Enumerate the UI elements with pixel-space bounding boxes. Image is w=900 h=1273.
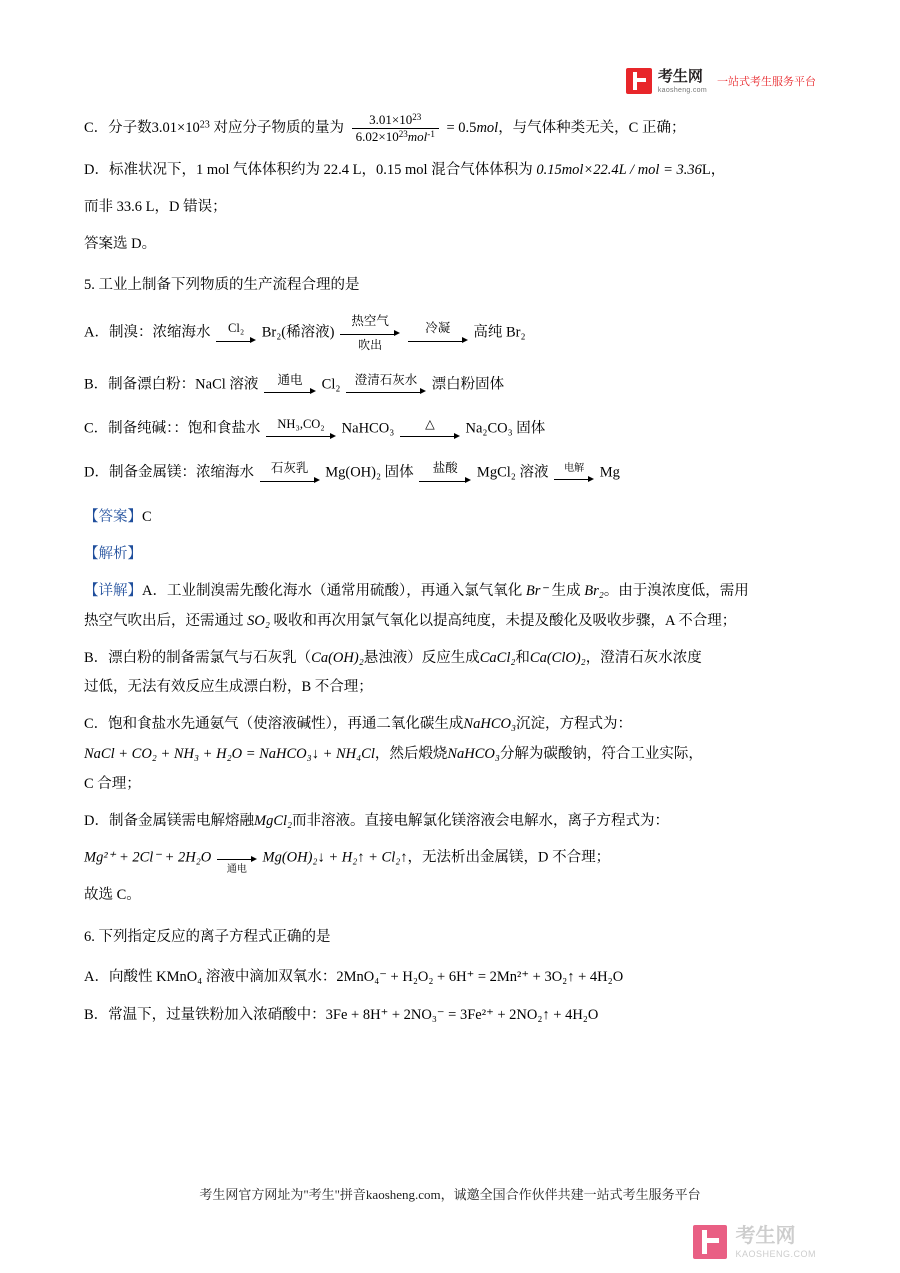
watermark-pinyin: KAOSHENG.COM xyxy=(735,1248,816,1259)
q4-option-d-line2: 而非 33.6 L，D 错误； xyxy=(84,198,227,215)
detail-a-br: Br⁻ xyxy=(525,582,549,599)
fraction xyxy=(352,112,439,146)
reaction-arrow-5-label: 澄清石灰水 xyxy=(354,372,418,387)
detail-b-text3: 和 xyxy=(515,649,530,666)
q5-option-c-end: Na₂CO₃ 固体 xyxy=(465,420,546,437)
reaction-arrow-8-label: 石灰乳 xyxy=(270,461,309,476)
arrow-icon xyxy=(419,476,471,486)
q6-stem: 6. 下列指定反应的离子方程式正确的是 xyxy=(84,928,331,945)
watermark-mark-icon xyxy=(693,1225,727,1259)
detail-b-text1: B．漂白粉的制备需氯气与石灰乳（ xyxy=(84,649,312,666)
logo-mark-icon xyxy=(626,68,652,94)
q5-option-c xyxy=(84,417,824,441)
answer-value: C xyxy=(142,508,152,525)
reaction-arrow-5 xyxy=(346,373,426,397)
q5-option-d xyxy=(84,461,824,485)
q5-option-d-mid: Mg(OH)₂ 固体 xyxy=(325,464,414,481)
document-body xyxy=(84,112,824,1041)
fraction-numerator xyxy=(352,112,439,128)
q4-option-c-number: 3.01×10 xyxy=(151,120,200,137)
watermark-name: 考生网 xyxy=(735,1224,796,1247)
detail-tag: 【详解】 xyxy=(84,582,142,599)
arrow-icon xyxy=(408,336,468,346)
detail-conclusion: 故选 C。 xyxy=(84,886,141,903)
reaction-arrow-1 xyxy=(216,321,256,345)
detail-b xyxy=(84,647,824,671)
reaction-arrow-9-label: 盐酸 xyxy=(432,461,458,476)
arrow-icon xyxy=(264,387,316,397)
reaction-arrow-9 xyxy=(419,461,471,485)
arrow-icon xyxy=(216,336,256,346)
fraction-denominator-unit-sup: -1 xyxy=(427,129,435,140)
logo-pinyin: kaosheng.com xyxy=(657,86,707,94)
q5-option-b-mid: Cl₂ xyxy=(321,376,341,393)
reaction-arrow-3-label: 冷凝 xyxy=(425,321,451,336)
fraction-denominator-text: 6.02×10 xyxy=(355,129,399,145)
detail-d-text1: D．制备金属镁需电解熔融 xyxy=(84,813,254,830)
fraction-denominator-sup: 23 xyxy=(398,129,408,140)
reaction-arrow-11-sublabel: 通电 xyxy=(226,864,247,876)
q4-option-c-number-sup: 23 xyxy=(199,119,210,131)
reaction-arrow-3 xyxy=(408,321,468,345)
detail-c-text4: 分解为碳酸钠，符合工业实际， xyxy=(499,746,703,763)
detail-a-text1: A．工业制溴需先酸化海水（通常用硫酸），再通入氯气氧化 xyxy=(142,582,523,599)
detail-c-text3: ，然后煅烧 xyxy=(374,746,448,763)
detail-a-br2: Br₂ xyxy=(584,582,604,599)
detail-b-caclo2: Ca(ClO)₂ xyxy=(529,649,586,666)
q4-option-d-line1 xyxy=(84,159,824,183)
detail-a-text2: 生成 xyxy=(551,582,581,599)
q5-option-c-mid: NaHCO₃ xyxy=(341,420,395,437)
q5-option-d-lead: D．制备金属镁：浓缩海水 xyxy=(84,464,254,481)
q5-option-d-mid2: MgCl₂ 溶液 xyxy=(476,464,549,481)
arrow-icon xyxy=(217,854,257,864)
site-logo xyxy=(626,68,816,94)
fraction-denominator-unit: mol xyxy=(407,129,428,145)
fraction-denominator xyxy=(352,128,439,145)
q5-option-c-lead: C．制备纯碱：：饱和食盐水 xyxy=(84,420,261,437)
detail-b-text4: ，澄清石灰水浓度 xyxy=(585,649,702,666)
detail-c-text1: C．饱和食盐水先通氨气（使溶液碱性），再通二氧化碳生成 xyxy=(84,716,464,733)
reaction-arrow-4 xyxy=(264,373,316,397)
q4-option-c-suffix: ，与气体种类无关，C 正确； xyxy=(498,120,686,137)
fraction-numerator-text: 3.01×10 xyxy=(369,112,413,128)
detail-b-caoh2: Ca(OH)₂ xyxy=(311,649,364,666)
q5-option-b-end: 漂白粉固体 xyxy=(431,376,505,393)
reaction-arrow-7 xyxy=(400,417,460,441)
q6-option-b: B．常温下，过量铁粉加入浓硝酸中：3Fe + 8H⁺ + 2NO₃⁻ = 3Fe²⁺ + 2NO₂↑ + 4H₂O xyxy=(84,1006,599,1023)
q5-option-a-lead: A．制溴：浓缩海水 xyxy=(84,324,211,341)
q5-option-d-end: Mg xyxy=(599,464,620,481)
detail-c xyxy=(84,713,824,737)
q5-option-b xyxy=(84,373,824,397)
logo-name: 考生网 xyxy=(657,67,703,85)
q5-option-a-end: 高纯 Br₂ xyxy=(473,324,526,341)
q4-option-c-prefix: C．分子数 xyxy=(84,120,152,137)
arrow-icon xyxy=(346,387,426,397)
q6-option-a: A．向酸性 KMnO₄ 溶液中滴加双氧水：2MnO₄⁻ + H₂O₂ + 6H⁺ = 2Mn²⁺ + 3O₂↑ + 4H₂O xyxy=(84,968,624,985)
detail-c-equation-line xyxy=(84,743,824,767)
detail-d-mgcl2: MgCl₂ xyxy=(253,813,293,830)
detail-c-nahco3-b: NaHCO₃ xyxy=(447,746,500,763)
detail-b-cont: 过低，无法有效反应生成漂白粉，B 不合理； xyxy=(84,679,373,696)
reaction-arrow-2 xyxy=(340,314,400,352)
detail-a-cont xyxy=(84,610,824,634)
reaction-arrow-11 xyxy=(217,840,257,876)
q4-answer: 答案选 D。 xyxy=(84,235,157,252)
reaction-arrow-2-label-bottom: 吹出 xyxy=(358,337,383,352)
detail-c-equation: NaCl + CO₂ + NH₃ + H₂O = NaHCO₃↓ + NH₄Cl xyxy=(84,746,375,763)
analysis-tag: 【解析】 xyxy=(84,545,142,562)
reaction-arrow-6 xyxy=(266,417,336,441)
q5-stem: 5. 工业上制备下列物质的生产流程合理的是 xyxy=(84,277,360,294)
detail-d-text3: ，无法析出金属镁，D 不合理； xyxy=(407,849,611,866)
detail-d xyxy=(84,810,824,834)
q4-option-c-equals: = 0.5 xyxy=(446,120,477,137)
q4-option-d-text-a: D．标准状况下，1 mol 气体体积约为 22.4 L，0.15 mol 混合气体体积为 xyxy=(84,161,533,178)
detail-a xyxy=(84,580,824,604)
q4-option-c-unit: mol xyxy=(476,120,499,137)
reaction-arrow-11-label xyxy=(217,840,257,854)
footer-watermark xyxy=(693,1225,816,1259)
detail-b-text2: 悬浊液）反应生成 xyxy=(363,649,480,666)
detail-a-text4: 热空气吹出后，还需通过 xyxy=(84,612,244,629)
reaction-arrow-10 xyxy=(554,463,594,485)
q5-option-a xyxy=(84,314,824,352)
q5-option-a-mid: Br₂(稀溶液) xyxy=(261,324,335,341)
detail-d-equation-left: Mg²⁺ + 2Cl⁻ + 2H₂O xyxy=(84,849,212,866)
reaction-arrow-1-label: Cl₂ xyxy=(228,321,245,336)
q4-option-d-expression: 0.15mol×22.4L / mol = 3.36 xyxy=(536,161,702,178)
detail-a-so2: SO₂ xyxy=(247,612,270,629)
answer-line xyxy=(84,506,824,530)
logo-slogan: 一站式考生服务平台 xyxy=(717,76,816,88)
reaction-arrow-10-label: 电解 xyxy=(564,462,585,474)
reaction-arrow-7-label: △ xyxy=(425,416,435,431)
arrow-icon xyxy=(400,431,460,441)
reaction-arrow-4-label: 通电 xyxy=(277,372,303,387)
arrow-icon xyxy=(340,329,400,339)
detail-b-cacl2: CaCl₂ xyxy=(479,649,516,666)
detail-d-equation-line xyxy=(84,840,824,876)
arrow-icon xyxy=(260,476,320,486)
q4-option-d-text-b: L， xyxy=(701,161,726,178)
detail-d-text2: 而非溶液。直接电解氯化镁溶液会电解水，离子方程式为： xyxy=(292,813,670,830)
reaction-arrow-6-label: NH₃,CO₂ xyxy=(277,416,325,431)
detail-a-text3: 。由于溴浓度低，需用 xyxy=(603,582,749,599)
reaction-arrow-2-label-top: 热空气 xyxy=(351,314,389,329)
detail-c-text2: 沉淀，方程式为： xyxy=(516,716,632,733)
detail-c-nahco3: NaHCO₃ xyxy=(463,716,516,733)
q4-option-c xyxy=(84,112,824,146)
arrow-icon xyxy=(266,431,336,441)
page-footer: 考生网官方网址为"考生"拼音kaosheng.com，诚邀全国合作伙伴共建一站式考生服务平台 xyxy=(199,1187,701,1202)
detail-c-cont: C 合理； xyxy=(84,776,141,793)
fraction-numerator-sup: 23 xyxy=(412,112,422,122)
detail-a-text5: 吸收和再次用氯气氧化以提高纯度，未提及酸化及吸收步骤，A 不合理； xyxy=(273,612,737,629)
reaction-arrow-8 xyxy=(260,461,320,485)
arrow-icon xyxy=(554,474,594,484)
answer-tag: 【答案】 xyxy=(84,508,142,525)
q5-option-b-lead: B．制备漂白粉：NaCl 溶液 xyxy=(84,376,259,393)
detail-d-equation-right: Mg(OH)₂↓ + H₂↑ + Cl₂↑ xyxy=(262,849,408,866)
q4-option-c-mid: 对应分子物质的量为 xyxy=(213,120,344,137)
